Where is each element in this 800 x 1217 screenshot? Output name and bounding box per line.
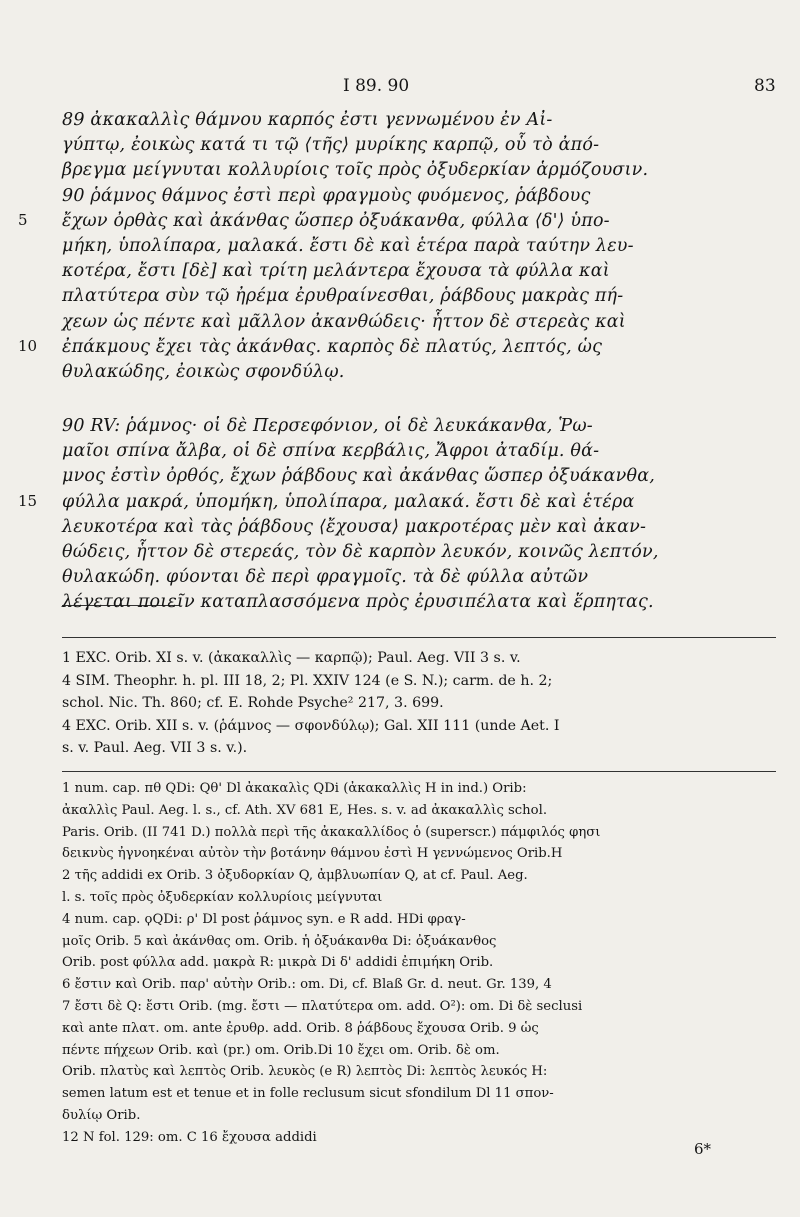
line-text: μήκη, ὑπολίπαρα, μαλακά. ἔστι δὲ καὶ ἑτέρα παρὰ ταύτην λευ- (62, 236, 634, 256)
line-text: πλατύτερα σὺν τῷ ἠρέμα ἐρυθραίνεσθαι, ῥάβδους μακρὰς πή- (62, 286, 624, 307)
line-text: 6 ἔστιν καὶ Orib. παρ' αὐτὴν Orib.: om. Di, cf. Blaß Gr. d. neut. Gr. 139, 4 (62, 977, 552, 993)
line-text: l. s. τοῖς πρὸς ὀξυδερκίαν κολλυρίοις μείγνυται (62, 890, 383, 905)
line-text: κοτέρα, ἔστι [δὲ] καὶ τρίτη μελάντερα ἔχουσα τὰ φύλλα καὶ (62, 261, 610, 282)
line-text: γύπτῳ, ἐοικὼς κατά τι τῷ ⟨τῆς⟩ μυρίκης καρπῷ, οὗ τὸ ἀπό- (62, 135, 600, 156)
line-text: χεων ὡς πέντε καὶ μᾶλλον ἀκανθώδεις· ἧττον δὲ στερεὰς καὶ (62, 311, 626, 332)
line-text: θώδεις, ἧττον δὲ στερεάς, τὸν δὲ καρπὸν λευκόν, κοινῶς λεπτόν, (62, 542, 659, 562)
testimonia-divider (62, 637, 776, 638)
line-text: 4 num. cap. ϙQDi: ρ' Dl post ῥάμνος syn. e R add. HDi φραγ- (62, 911, 466, 927)
line-text: 89 ἀκακαλλὶς θάμνου καρπός ἐστι γεννωμένου ἐν Αἰ- (62, 110, 553, 130)
line-text: 4 EXC. Orib. XII s. v. (ῥάμνος — σφονδύλῳ); Gal. XII 111 (unde Aet. I (62, 717, 560, 734)
line-text: λευκοτέρα καὶ τὰς ῥάβδους ⟨ἔχουσα⟩ μακροτέρας μὲν καὶ ἀκαν- (62, 516, 647, 537)
line-text: καὶ ante πλατ. om. ante ἐρυθρ. add. Orib. 8 ῥάβδους ἔχουσα Orib. 9 ὡς (62, 1020, 539, 1036)
line-text: semen latum est et tenue et in folle reclusum sicut sfondilum Dl 11 σπον- (62, 1086, 554, 1102)
line-text: 4 SIM. Theophr. h. pl. III 18, 2; Pl. XXIV 124 (e S. N.); carm. de h. 2; (62, 672, 553, 689)
running-header (0, 76, 800, 100)
line-number: 10 (18, 336, 38, 355)
line-text: 90 RV: ῥάμνος· οἱ δὲ Περσεφόνιον, οἱ δὲ λευκάκανθα, Ῥω- (62, 416, 593, 436)
line-text: δυλίῳ Orib. (62, 1108, 141, 1123)
line-text: δεικνὺς ἠγνοηκέναι αὐτὸν τὴν βοτάνην θάμνου ἐστὶ H γεννώμενος Orib.H (62, 846, 563, 862)
line-text: μοῖς Orib. 5 καὶ ἀκάνθας om. Orib. ἡ ὀξυάκανθα Di: ὀξυάκανθος (62, 933, 497, 949)
line-text: 7 ἔστι δὲ Q: ἔστι Orib. (mg. ἔστι — πλατύτερα om. add. O²): om. Di δὲ seclusi (62, 999, 583, 1014)
line-text: θυλακώδης, ἐοικὼς σφονδύλῳ. (62, 362, 345, 382)
line-text: μαῖοι σπίνα ἄλβα, οἱ δὲ σπίνα κερβάλις, Ἄφροι ἀταδίμ. θά- (62, 441, 600, 462)
line-text: ἐπάκμους ἔχει τὰς ἀκάνθας. καρπὸς δὲ πλατύς, λεπτός, ὡς (62, 336, 603, 357)
section-reference: I 89. 90 (343, 76, 410, 96)
line-text: Orib. post φύλλα add. μακρὰ R: μικρὰ Di δ' addidi ἐπιμήκη Orib. (62, 955, 494, 971)
line-text: schol. Nic. Th. 860; cf. E. Rohde Psyche² 217, 3. 699. (62, 695, 444, 711)
line-text: ἀκαλλὶς Paul. Aeg. l. s., cf. Ath. XV 681 E, Hes. s. v. ad ἀκακαλλὶς schol. (62, 802, 548, 818)
line-text: πέντε πήχεων Orib. καὶ (pr.) om. Orib.Di 10 ἔχει om. Orib. δὲ om. (62, 1042, 500, 1058)
line-number: 15 (18, 491, 38, 510)
line-text: ἔχων ὀρθὰς καὶ ἀκάνθας ὥσπερ ὀξυάκανθα, φύλλα ⟨δ'⟩ ὑπο- (62, 210, 610, 231)
line-text: s. v. Paul. Aeg. VII 3 s. v.). (62, 740, 248, 756)
line-text: 1 EXC. Orib. XI s. v. (ἀκακαλλὶς — καρπῷ); Paul. Aeg. VII 3 s. v. (62, 650, 521, 666)
line-text: βρεγμα μείγνυται κολλυρίοις τοῖς πρὸς ὀξυδερκίαν ἁρμόζουσιν. (62, 160, 649, 181)
line-text: θυλακώδη. φύονται δὲ περὶ φραγμοῖς. τὰ δὲ φύλλα αὐτῶν (62, 567, 589, 588)
line-text: μνος ἐστὶν ὀρθός, ἔχων ῥάβδους καὶ ἀκάνθας ὥσπερ ὀξυάκανθα, (62, 466, 655, 487)
signature-mark: 6* (694, 1140, 712, 1158)
line-text: 1 num. cap. πθ QDi: Qθ' Dl ἀκακαλὶς QDi (ἀκακαλλὶς H in ind.) Orib: (62, 781, 527, 796)
page-number: 83 (754, 76, 776, 96)
line-text: Orib. πλατὺς καὶ λεπτὸς Orib. λευκὸς (e R) λεπτὸς Di: λεπτὸς λευκός H: (62, 1064, 548, 1080)
line-text: 12 N fol. 129: om. C 16 ἔχουσα addidi (62, 1129, 317, 1145)
critical-apparatus-divider (62, 771, 776, 772)
line-text: 90 ῥάμνος θάμνος ἐστὶ περὶ φραγμοὺς φυόμενος, ῥάβδους (62, 185, 591, 206)
line-text: φύλλα μακρά, ὑπομήκη, ὑπολίπαρα, μαλακά. ἔστι δὲ καὶ ἑτέρα (62, 491, 635, 512)
line-text: Paris. Orib. (II 741 D.) πολλὰ περὶ τῆς ἀκακαλλίδος ὁ (superscr.) πάμφιλός φησι (62, 824, 601, 840)
line-text: 2 τῆς addidi ex Orib. 3 ὀξυδορκίαν Q, ἀμβλυωπίαν Q, at cf. Paul. Aeg. (62, 868, 528, 884)
line-number: 5 (18, 210, 28, 229)
line-text: λέγεται ποιεῖν καταπλασσόμενα πρὸς ἐρυσιπέλατα καὶ ἕρπητας. (62, 592, 654, 613)
